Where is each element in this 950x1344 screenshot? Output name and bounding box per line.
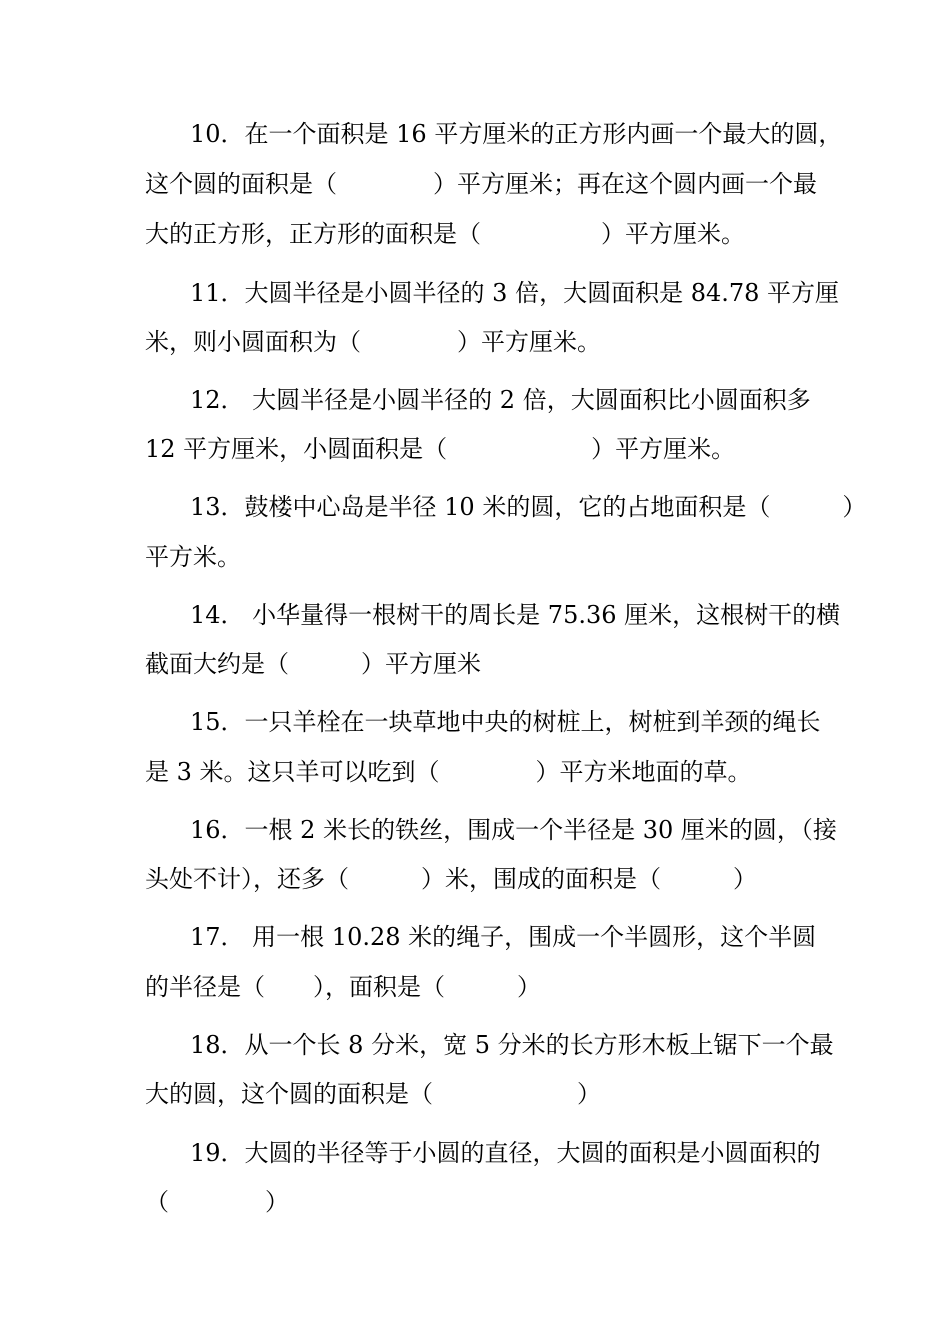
problem-15-line-2: 是 3 米。这只羊可以吃到（ ）平方米地面的草。 — [145, 758, 752, 786]
problem-16-line-2: 头处不计），还多（ ）米，围成的面积是（ ） — [145, 865, 757, 893]
problem-15-line-1: 15．一只羊栓在一块草地中央的树桩上，树桩到羊颈的绳长 — [190, 708, 821, 736]
problem-16-line-1: 16．一根 2 米长的铁丝，围成一个半径是 30 厘米的圆，（接 — [190, 816, 837, 844]
problem-14-line-1: 14． 小华量得一根树干的周长是 75.36 厘米，这根树干的横 — [190, 601, 841, 629]
problem-11-line-1: 11．大圆半径是小圆半径的 3 倍，大圆面积是 84.78 平方厘 — [190, 279, 840, 307]
problem-11-line-2: 米，则小圆面积为（ ）平方厘米。 — [145, 328, 601, 356]
problem-18-line-2: 大的圆，这个圆的面积是（ ） — [145, 1080, 601, 1108]
problem-12-line-1: 12． 大圆半径是小圆半径的 2 倍，大圆面积比小圆面积多 — [190, 386, 811, 414]
problem-17-line-1: 17． 用一根 10.28 米的绳子，围成一个半圆形，这个半圆 — [190, 923, 817, 951]
problem-10-line-2: 这个圆的面积是（ ）平方厘米；再在这个圆内画一个最 — [145, 170, 817, 198]
problem-12-line-2: 12 平方厘米，小圆面积是（ ）平方厘米。 — [145, 435, 736, 463]
problem-19-line-2: （ ） — [145, 1188, 289, 1216]
problem-14-line-2: 截面大约是（ ）平方厘米 — [145, 650, 481, 678]
problem-10-line-3: 大的正方形，正方形的面积是（ ）平方厘米。 — [145, 220, 745, 248]
problem-18-line-1: 18．从一个长 8 分米，宽 5 分米的长方形木板上锯下一个最 — [190, 1031, 834, 1059]
problem-13-line-2: 平方米。 — [145, 543, 241, 571]
problem-10-line-1: 10．在一个面积是 16 平方厘米的正方形内画一个最大的圆， — [190, 120, 843, 148]
problem-19-line-1: 19．大圆的半径等于小圆的直径，大圆的面积是小圆面积的 — [190, 1139, 821, 1167]
problem-17-line-2: 的半径是（ ），面积是（ ） — [145, 973, 541, 1001]
problem-13-line-1: 13．鼓楼中心岛是半径 10 米的圆，它的占地面积是（ ） — [190, 493, 867, 521]
